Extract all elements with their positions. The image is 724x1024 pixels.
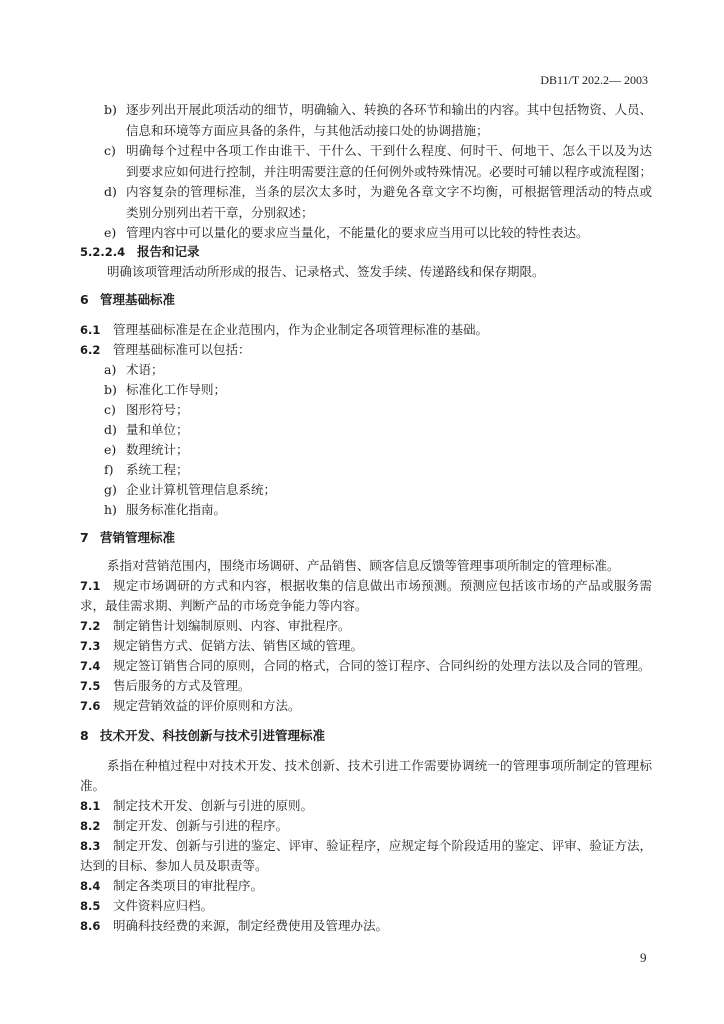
- clause-text: 售后服务的方式及管理。: [113, 678, 251, 693]
- clause-number: 8.4: [80, 879, 101, 893]
- clause-title: 报告和记录: [137, 244, 200, 259]
- item-marker: a): [104, 362, 117, 377]
- clause-number: 6.2: [80, 343, 101, 357]
- clause-number: 8.2: [80, 819, 101, 833]
- standard-number-header: DB11/T 202.2— 2003: [540, 73, 648, 87]
- item-marker: e): [104, 442, 117, 457]
- clause-line: [80, 896, 652, 916]
- list-item: [80, 182, 652, 203]
- clause-line: [80, 616, 652, 636]
- clause-number: 7.5: [80, 679, 101, 693]
- list-item: [80, 480, 652, 500]
- clause-line: [80, 816, 652, 836]
- section-title: 营销管理标准: [100, 530, 176, 545]
- list-item: [80, 223, 652, 244]
- section-intro: [80, 756, 652, 776]
- section-intro-continuation: [80, 776, 652, 796]
- clause-number: 7.1: [80, 579, 101, 593]
- clause-line: [80, 340, 652, 360]
- list-item: [80, 420, 652, 440]
- list-item: [80, 141, 652, 162]
- clause-line: [80, 576, 652, 596]
- section-8-heading: [80, 726, 652, 746]
- clause-line: [80, 636, 652, 656]
- item-text: 标准化工作导则；: [126, 382, 227, 397]
- item-text: 量和单位；: [126, 422, 189, 437]
- section-heading-line: [80, 726, 652, 746]
- clause-text: 制定开发、创新与引进的鉴定、评审、验证程序，应规定每个阶段适用的鉴定、评审、验证方法，: [113, 838, 652, 853]
- clause-text: 制定销售计划编制原则、内容、审批程序。: [113, 618, 351, 633]
- item-text: 明确每个过程中各项工作由谁干、干什么、干到什么程度、何时干、何地干、怎么干以及为达: [126, 143, 652, 158]
- item-text: 管理内容中可以量化的要求应当量化，不能量化的要求应当用可以比较的特性表达。: [126, 225, 589, 240]
- item-text: 企业计算机管理信息系统；: [126, 482, 277, 497]
- item-text: 到要求应如何进行控制，并注明需要注意的任何例外或特殊情况。必要时可辅以程序或流程图；: [126, 163, 652, 179]
- list-item: [80, 400, 652, 420]
- clause-text: 达到的目标、参加人员及职责等。: [80, 858, 268, 873]
- section-number: 6: [80, 292, 89, 307]
- clause-line: [80, 836, 652, 856]
- clause-text: 明确科技经费的来源，制定经费使用及管理办法。: [113, 918, 389, 933]
- item-marker: e): [104, 225, 117, 240]
- item-marker: d): [104, 184, 117, 199]
- item-text: 数理统计；: [126, 442, 189, 457]
- item-text: 系统工程；: [126, 462, 189, 477]
- list-item: [80, 360, 652, 380]
- clause-line: [80, 796, 652, 816]
- clause-continuation: [80, 596, 652, 616]
- section-6-body: [80, 320, 652, 520]
- item-text: 术语；: [126, 362, 164, 377]
- clause-text: 管理基础标准是在企业范围内，作为企业制定各项管理标准的基础。: [113, 322, 489, 337]
- item-text: 逐步列出开展此项活动的细节，明确输入、转换的各环节和输出的内容。其中包括物资、人员、: [126, 102, 652, 117]
- list-item-continuation: [80, 121, 652, 142]
- clause-line: [80, 916, 652, 936]
- clause-number: 8.1: [80, 799, 101, 813]
- intro-text: 系指对营销范围内，围绕市场调研、产品销售、顾客信息反馈等管理事项所制定的管理标准。: [107, 558, 620, 573]
- clause-body: [80, 262, 652, 282]
- clause-line: [80, 696, 652, 716]
- section-title: 技术开发、科技创新与技术引进管理标准: [100, 728, 326, 743]
- clause-line: [80, 676, 652, 696]
- section-6-heading: [80, 290, 652, 310]
- item-marker: f): [104, 462, 114, 477]
- clause-number: 6.1: [80, 323, 101, 337]
- item-text: 服务标准化指南。: [126, 502, 227, 517]
- clause-number: 7.2: [80, 619, 101, 633]
- requirement-list: [80, 100, 652, 244]
- section-heading-line: [80, 528, 652, 548]
- clause-text: 规定市场调研的方式和内容，根据收集的信息做出市场预测。预测应包括该市场的产品或服务需: [113, 578, 652, 593]
- list-item: [80, 460, 652, 480]
- intro-text: 准。: [80, 778, 106, 793]
- list-item: [80, 440, 652, 460]
- clause-text: 文件资料应归档。: [113, 898, 214, 913]
- clause-line: [80, 876, 652, 896]
- clause-text: 制定各类项目的审批程序。: [113, 878, 264, 893]
- section-title: 管理基础标准: [100, 292, 176, 307]
- section-7-body: [80, 556, 652, 716]
- item-marker: d): [104, 422, 117, 437]
- clause-number: 7.4: [80, 659, 101, 673]
- page-number: 9: [640, 950, 647, 965]
- list-item-continuation: [80, 203, 652, 224]
- section-heading-line: [80, 290, 652, 310]
- clause-text: 规定签订销售合同的原则，合同的格式，合同的签订程序、合同纠纷的处理方法以及合同的管理。: [113, 658, 651, 673]
- clause-number: 8.6: [80, 919, 101, 933]
- clause-line: [80, 320, 652, 340]
- clause-number: 8.5: [80, 899, 101, 913]
- list-item: [80, 380, 652, 400]
- item-text: 类别分别列出若干章，分别叙述；: [126, 204, 314, 220]
- section-number: 7: [80, 530, 89, 545]
- item-text: 内容复杂的管理标准，当条的层次太多时，为避免各章文字不均衡，可根据管理活动的特点或: [126, 184, 652, 199]
- clause-number: 8.3: [80, 839, 101, 853]
- clause-text: 求，最佳需求期、判断产品的市场竞争能力等内容。: [80, 598, 368, 613]
- clause-text: 规定销售方式、促销方法、销售区域的管理。: [113, 638, 364, 653]
- clause-number: 5.2.2.4: [80, 245, 126, 259]
- item-marker: g): [104, 482, 117, 497]
- item-marker: c): [104, 143, 116, 158]
- list-item: [80, 500, 652, 520]
- item-marker: b): [104, 102, 117, 117]
- list-item: [80, 100, 652, 121]
- clause-number: 7.3: [80, 639, 101, 653]
- clause-line: [80, 656, 652, 676]
- list-item-continuation: [80, 162, 652, 183]
- section-8-body: [80, 756, 652, 936]
- clause-heading: [80, 242, 652, 262]
- section-7-heading: [80, 528, 652, 548]
- clause-continuation: [80, 856, 652, 876]
- section-intro: [80, 556, 652, 576]
- clause-number: 7.6: [80, 699, 101, 713]
- item-marker: h): [104, 502, 117, 517]
- section-number: 8: [80, 728, 89, 743]
- clause-text: 制定开发、创新与引进的程序。: [113, 818, 289, 833]
- item-text: 图形符号；: [126, 402, 189, 417]
- item-text: 信息和环境等方面应具备的条件，与其他活动接口处的协调措施；: [126, 122, 489, 138]
- clause-text: 规定营销效益的评价原则和方法。: [113, 698, 301, 713]
- item-marker: c): [104, 402, 116, 417]
- item-marker: b): [104, 382, 117, 397]
- clause-text: 制定技术开发、创新与引进的原则。: [113, 798, 314, 813]
- clause-text: 管理基础标准可以包括：: [113, 342, 251, 357]
- clause-text: 明确该项管理活动所形成的报告、记录格式、签发手续、传递路线和保存期限。: [107, 264, 545, 279]
- intro-text: 系指在种植过程中对技术开发、技术创新、技术引进工作需要协调统一的管理事项所制定的管理标: [107, 758, 652, 773]
- clause-5-2-2-4: [80, 242, 652, 282]
